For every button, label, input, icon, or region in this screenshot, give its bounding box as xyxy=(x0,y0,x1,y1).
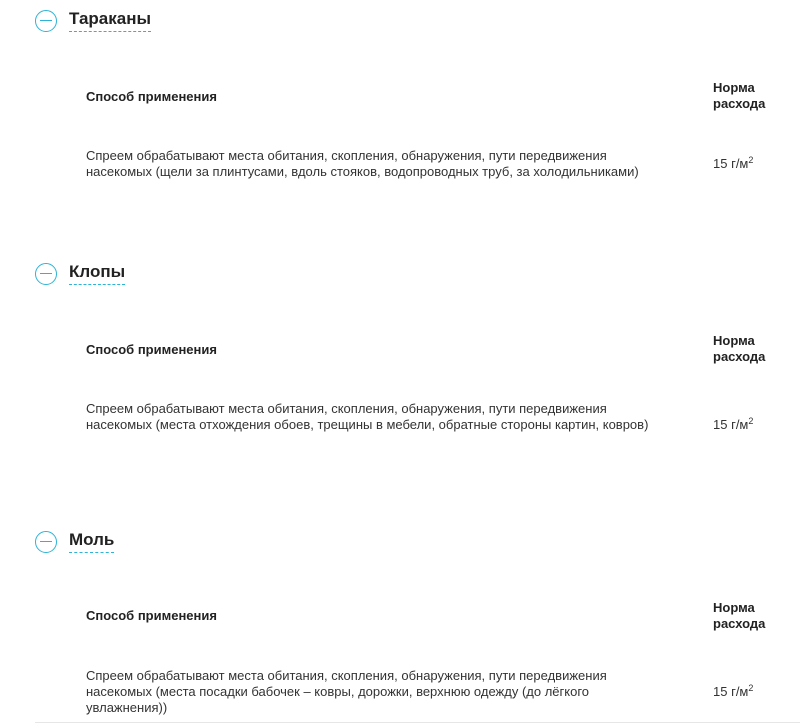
norm-value-exponent: 2 xyxy=(748,416,754,426)
section-toggle-bedbugs[interactable] xyxy=(35,262,125,285)
minus-circle-icon[interactable] xyxy=(35,531,57,553)
section-toggle-cockroaches[interactable] xyxy=(35,9,151,32)
method-description: Спреем обрабатывают места обитания, скопления, обнаружения, пути передвижения насекомых (места отхождения обоев, трещины в мебели, обратные стороны картин, ковров) xyxy=(86,401,649,432)
norm-column-header xyxy=(713,600,765,632)
norm-value xyxy=(713,155,753,171)
section-title[interactable]: Моль xyxy=(69,530,114,553)
method-description: Спреем обрабатывают места обитания, скопления, обнаружения, пути передвижения насекомых (щели за плинтусами, вдоль стояков, водопроводных труб, за холодильниками) xyxy=(86,148,639,179)
section-toggle-moth[interactable] xyxy=(35,530,114,553)
norm-header-line2: расхода xyxy=(713,96,766,111)
norm-value-text: 15 г/м xyxy=(713,156,749,171)
norm-header-line1: Норма xyxy=(713,600,755,615)
norm-header-line2: расхода xyxy=(713,349,766,364)
method-column-header: Способ применения xyxy=(86,89,217,104)
norm-value xyxy=(713,416,753,432)
norm-value-exponent: 2 xyxy=(748,683,754,693)
method-column-header: Способ применения xyxy=(86,342,217,357)
norm-value xyxy=(713,683,753,699)
norm-column-header xyxy=(713,333,765,365)
minus-circle-icon[interactable] xyxy=(35,263,57,285)
norm-column-header xyxy=(713,80,765,112)
norm-header-line1: Норма xyxy=(713,333,755,348)
divider xyxy=(35,722,800,723)
norm-header-line1: Норма xyxy=(713,80,755,95)
section-title[interactable]: Тараканы xyxy=(69,9,151,32)
norm-header-line2: расхода xyxy=(713,616,766,631)
minus-circle-icon[interactable] xyxy=(35,10,57,32)
norm-value-text: 15 г/м xyxy=(713,417,749,432)
method-description: Спреем обрабатывают места обитания, скопления, обнаружения, пути передвижения насекомых (места посадки бабочек – ковры, дорожки, верхнюю одежду (до лёгкого увлажнения)) xyxy=(86,668,607,715)
method-column-header: Способ применения xyxy=(86,608,217,623)
section-title[interactable]: Клопы xyxy=(69,262,125,285)
norm-value-text: 15 г/м xyxy=(713,684,749,699)
norm-value-exponent: 2 xyxy=(748,155,754,165)
